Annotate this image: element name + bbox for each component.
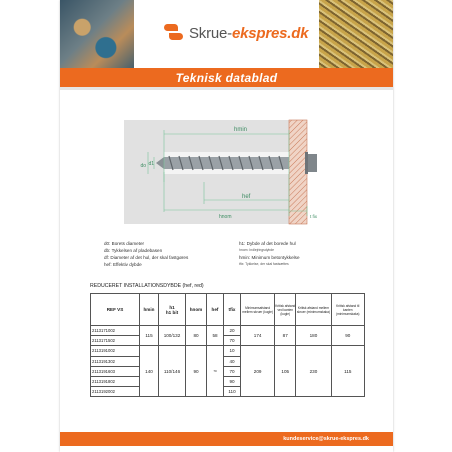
table-row — [91, 346, 365, 356]
header-min-spacing: Minimumsafstand mellem skruer (kugle) — [241, 294, 275, 326]
legend-item: h1: Dybde af det borede hul — [239, 241, 296, 246]
tfix-cell: 70 — [224, 336, 241, 346]
ref-cell: 2113192002 — [91, 387, 140, 397]
screws-photo — [319, 0, 393, 68]
legend-item: db: Tykkelsen af pladebasen — [104, 248, 163, 253]
hnom-cell: 90 — [186, 346, 207, 397]
tfix-cell: 110 — [224, 387, 241, 397]
logo-text: Skrue-ekspres.dk — [189, 24, 309, 42]
label-hmin: hmin — [234, 127, 248, 133]
legend-item: df: Diameter af det hul, der skal fastgøres — [104, 255, 189, 260]
legend-item: hef: Effektiv dybde — [104, 262, 142, 267]
logo — [164, 22, 308, 44]
legend-left — [104, 240, 224, 268]
title-banner — [60, 68, 393, 87]
crit-spacing-cell: 180 — [296, 326, 331, 346]
ref-cell: 2113171002 — [91, 326, 140, 336]
footer — [60, 432, 393, 452]
page-title: Teknisk datablad — [175, 70, 278, 85]
footer-bar — [60, 432, 393, 446]
fixture-plate — [289, 120, 307, 224]
legend-item: tfix: Tykkelse, der skal fastsættes — [239, 262, 289, 266]
header — [60, 0, 393, 68]
min-spacing-cell: 209 — [241, 346, 275, 397]
legend-item: hnom: Indlejringsdybde — [239, 248, 275, 252]
tfix-cell: 70 — [224, 366, 241, 376]
table-row — [91, 326, 365, 336]
label-hnom: hnom — [219, 214, 232, 220]
tfix-cell: 40 — [224, 356, 241, 366]
ref-cell: 2113191603 — [91, 366, 140, 376]
anchor-diagram — [124, 112, 334, 230]
label-do: do — [140, 163, 146, 169]
crit-edge-min-cell: 115 — [331, 346, 364, 397]
contact-email[interactable]: kundeservice@skrue-ekspres.dk — [283, 436, 369, 442]
tfix-cell: 20 — [224, 326, 241, 336]
table-subtitle: REDUCERET INSTALLATIONSDYBDE (hef, red) — [90, 283, 204, 289]
tools-photo — [60, 0, 134, 68]
label-tfix: t fix — [310, 214, 318, 219]
header-ref: REF VS — [91, 294, 140, 326]
banner-divider — [60, 87, 393, 90]
legend-item: hmin: Minimum betontykkelse — [239, 255, 300, 260]
header-crit-edge-min: Kritisk afstand til kanten (minimumskaka) — [331, 294, 364, 326]
hnom-cell: 80 — [186, 326, 207, 346]
header-hef: hef — [207, 294, 224, 326]
ref-cell: 2113191302 — [91, 356, 140, 366]
tfix-cell: 90 — [224, 376, 241, 386]
hmin-cell: 115 — [140, 326, 159, 346]
header-h1: h1 h1 bit — [159, 294, 186, 326]
header-tfix: tfix — [224, 294, 241, 326]
ref-cell: 2113191002 — [91, 346, 140, 356]
table-header-row — [91, 294, 365, 326]
ref-cell: 2113191802 — [91, 376, 140, 386]
crit-edge-cell: 87 — [275, 326, 296, 346]
legend-right — [239, 240, 359, 268]
min-spacing-cell: 174 — [241, 326, 275, 346]
hmin-cell: 140 — [140, 346, 159, 397]
hef-cell: 70 — [207, 346, 224, 397]
crit-edge-min-cell: 90 — [331, 326, 364, 346]
label-hef: hef — [242, 194, 251, 200]
h1-cell: 110/146 — [159, 346, 186, 397]
label-d1: d1 — [148, 161, 154, 167]
crit-edge-cell: 105 — [275, 346, 296, 397]
tfix-cell: 10 — [224, 346, 241, 356]
hef-cell: 58 — [207, 326, 224, 346]
legend-item: d0: Borets diameter — [104, 241, 145, 246]
h1-cell: 100/132 — [159, 326, 186, 346]
header-crit-spacing: Kritisk afstand mellem skruer (minimumskaka) — [296, 294, 331, 326]
installation-table — [90, 293, 365, 397]
logo-icon — [164, 22, 186, 44]
header-crit-edge: Kritisk afstand ved kanten (kugle) — [275, 294, 296, 326]
crit-spacing-cell: 230 — [296, 346, 331, 397]
header-hmin: hmin — [140, 294, 159, 326]
ref-cell: 2113171502 — [91, 336, 140, 346]
header-hnom: hnom — [186, 294, 207, 326]
datasheet-page — [60, 0, 393, 452]
